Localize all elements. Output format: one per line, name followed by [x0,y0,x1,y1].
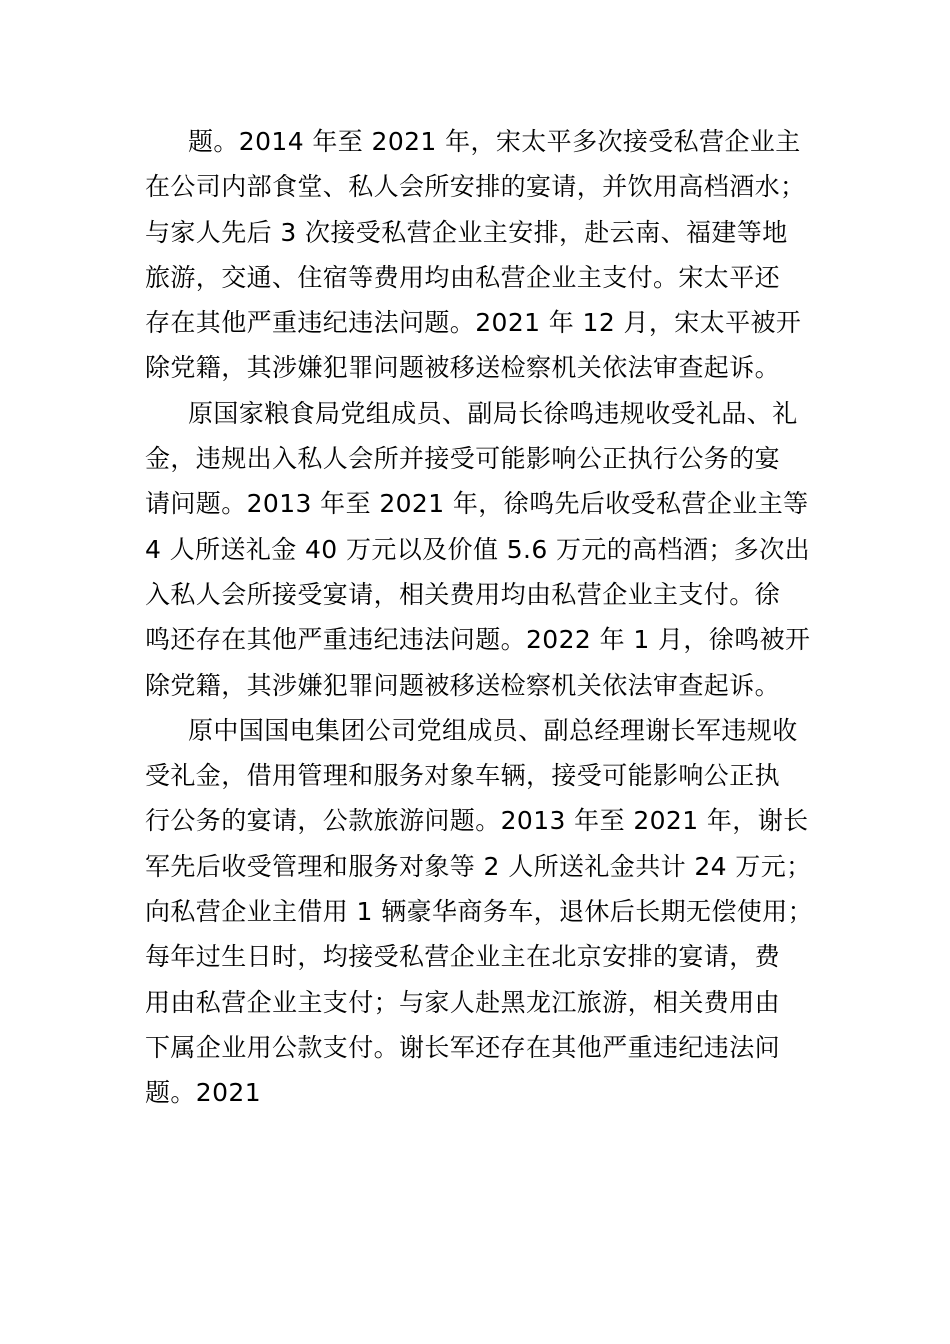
text-line: 请问题。2013 年至 2021 年，徐鸣先后收受私营企业主等 [145,489,809,519]
text-line: 每年过生日时，均接受私营企业主在北京安排的宴请，费 [145,942,781,972]
text-line: 在公司内部食堂、私人会所安排的宴请，并饮用高档酒水； [145,172,806,202]
text-line: 金，违规出入私人会所并接受可能影响公正执行公务的宴 [145,444,781,474]
paragraph-start-line: 原中国国电集团公司党组成员、副总经理谢长军违规收 [188,715,798,745]
text-line: 除党籍，其涉嫌犯罪问题被移送检察机关依法审查起诉。 [145,353,781,383]
text-line: 存在其他严重违纪违法问题。2021 年 12 月，宋太平被开 [145,308,802,338]
text-line: 受礼金，借用管理和服务对象车辆，接受可能影响公正执 [145,761,781,791]
text-line: 向私营企业主借用 1 辆豪华商务车，退休后长期无偿使用； [145,897,814,927]
text-line: 军先后收受管理和服务对象等 2 人所送礼金共计 24 万元； [145,851,812,881]
text-line: 鸣还存在其他严重违纪违法问题。2022 年 1 月，徐鸣被开 [145,625,811,655]
text-line: 用由私营企业主支付；与家人赴黑龙江旅游，相关费用由 [145,987,781,1017]
paragraph-start-line: 原国家粮食局党组成员、副局长徐鸣违规收受礼品、礼 [188,398,798,428]
text-line: 题。2014 年至 2021 年，宋太平多次接受私营企业主 [188,127,801,156]
text-line: 与家人先后 3 次接受私营企业主安排，赴云南、福建等地 [145,217,788,247]
text-line: 除党籍，其涉嫌犯罪问题被移送检察机关依法审查起诉。 [145,670,781,700]
text-line: 4 人所送礼金 40 万元以及价值 5.6 万元的高档酒；多次出 [145,534,811,564]
text-line: 题。2021 [145,1078,262,1108]
text-line: 入私人会所接受宴请，相关费用均由私营企业主支付。徐 [145,579,781,609]
text-line: 行公务的宴请，公款旅游问题。2013 年至 2021 年，谢长 [145,806,809,836]
body-text [145,119,815,1116]
text-line: 下属企业用公款支付。谢长军还存在其他严重违纪违法问 [145,1032,781,1062]
text-line: 旅游，交通、住宿等费用均由私营企业主支付。宋太平还 [145,262,781,292]
